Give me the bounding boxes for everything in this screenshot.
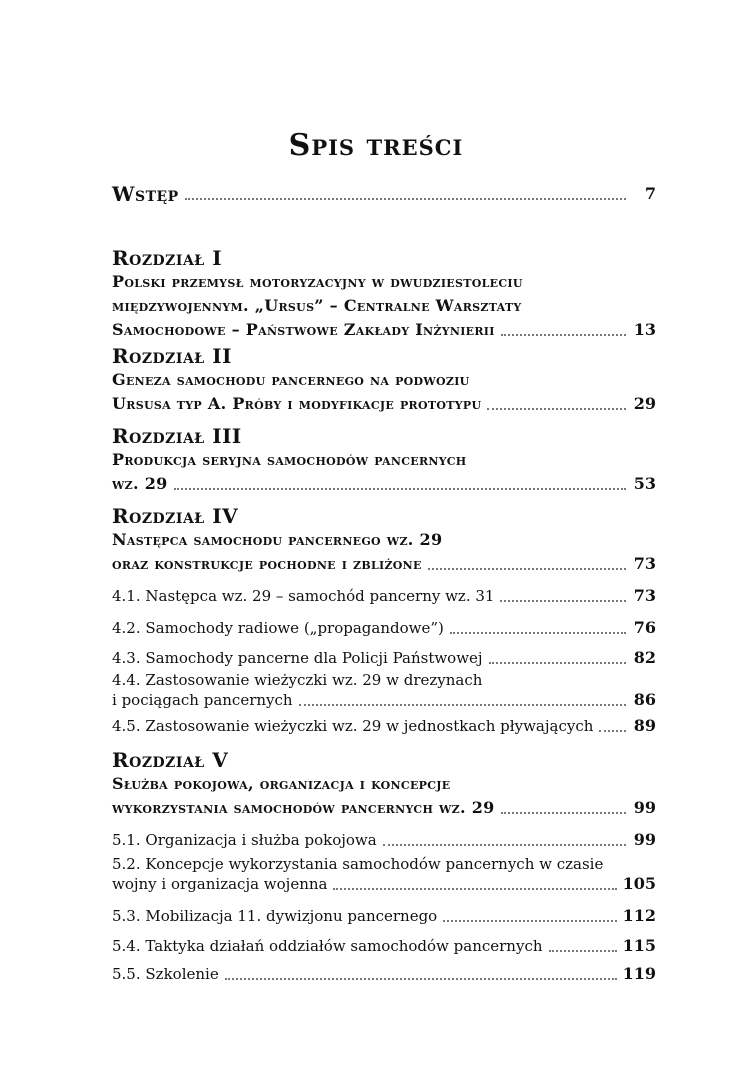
chapter-heading (112, 746, 656, 770)
page-number: 105 (622, 874, 656, 893)
page-number: 119 (622, 964, 656, 983)
toc-entry-section[interactable] (112, 644, 656, 668)
toc-line (112, 852, 656, 874)
toc-line (112, 292, 656, 316)
toc-entry-chapter-5[interactable] (112, 794, 656, 818)
page-number: 99 (633, 830, 656, 849)
intro-label: Wstęp (112, 182, 179, 206)
chapter-heading (112, 502, 656, 526)
page-number: 86 (633, 690, 656, 709)
leader-dots (501, 333, 626, 336)
toc-line (112, 268, 656, 292)
page-number: 29 (633, 394, 656, 413)
chapter-title-line: Samochodowe – Państwowe Zakłady Inżynierii (112, 320, 495, 339)
toc-line (112, 446, 656, 470)
toc-entry-intro[interactable] (112, 180, 656, 204)
leader-dots (489, 661, 626, 664)
leader-dots (185, 197, 626, 200)
page-number: 76 (633, 618, 656, 637)
toc-entry-section[interactable] (112, 902, 656, 926)
leader-dots (333, 887, 616, 890)
leader-dots (443, 919, 616, 922)
toc-entry-chapter-3[interactable] (112, 470, 656, 494)
leader-dots (599, 729, 626, 732)
toc-entry-section[interactable] (112, 582, 656, 606)
section-title: 4.2. Samochody radiowe („propagandowe”) (112, 619, 444, 637)
chapter-title-line: Polski przemysł motoryzacyjny w dwudziestoleciu (112, 272, 523, 291)
toc-entry-chapter-2[interactable] (112, 390, 656, 414)
toc-line (112, 668, 656, 690)
toc-line (112, 770, 656, 794)
chapter-2-heading: Rozdział II (112, 344, 232, 368)
section-title: 5.1. Organizacja i służba pokojowa (112, 831, 377, 849)
chapter-title-line: wz. 29 (112, 474, 168, 493)
chapter-title-line: Ursusa typ A. Próby i modyfikacje prototypu (112, 394, 482, 413)
section-title: 4.5. Zastosowanie wieżyczki wz. 29 w jednostkach pływających (112, 717, 594, 735)
chapter-title-line: Następca samochodu pancernego wz. 29 (112, 530, 443, 549)
chapter-heading (112, 342, 656, 366)
toc-entry-chapter-1[interactable] (112, 316, 656, 340)
section-title: i pociągach pancernych (112, 691, 293, 709)
toc-entry-section[interactable] (112, 872, 656, 894)
leader-dots (500, 599, 626, 602)
leader-dots (383, 843, 626, 846)
page-number: 112 (622, 906, 656, 925)
chapter-heading (112, 422, 656, 446)
toc-line (112, 366, 656, 390)
section-title: 5.3. Mobilizacja 11. dywizjonu pancernego (112, 907, 438, 925)
section-title: 4.3. Samochody pancerne dla Policji Państwowej (112, 649, 483, 667)
chapter-title-line: wykorzystania samochodów pancernych wz. 29 (112, 798, 495, 817)
toc-entry-section[interactable] (112, 960, 656, 984)
chapter-3-heading: Rozdział III (112, 424, 242, 448)
toc-entry-section[interactable] (112, 688, 656, 710)
section-title: 5.2. Koncepcje wykorzystania samochodów pancernych w czasie (112, 855, 604, 873)
leader-dots (501, 811, 626, 814)
chapter-title-line: Służba pokojowa, organizacja i koncepcje (112, 774, 451, 793)
toc-entry-section[interactable] (112, 712, 656, 736)
chapter-5-heading: Rozdział V (112, 748, 229, 772)
section-title: wojny i organizacja wojenna (112, 875, 328, 893)
section-title: 4.4. Zastosowanie wieżyczki wz. 29 w drezynach (112, 671, 483, 689)
page-number: 53 (633, 474, 656, 493)
leader-dots (487, 407, 626, 410)
chapter-title-line: Produkcja seryjna samochodów pancernych (112, 450, 467, 469)
leader-dots (299, 703, 626, 706)
leader-dots (225, 977, 617, 980)
toc-entry-section[interactable] (112, 826, 656, 850)
page-number: 89 (633, 716, 656, 735)
section-title: 4.1. Następca wz. 29 – samochód pancerny wz. 31 (112, 587, 495, 605)
page-number: 13 (633, 320, 656, 339)
toc-entry-chapter-4[interactable] (112, 550, 656, 574)
page-number: 73 (633, 554, 656, 573)
page-number: 99 (633, 798, 656, 817)
page-number: 115 (622, 936, 656, 955)
leader-dots (428, 567, 626, 570)
leader-dots (549, 949, 617, 952)
toc-entry-section[interactable] (112, 932, 656, 956)
chapter-4-heading: Rozdział IV (112, 504, 239, 528)
page-title: Spis treści (288, 128, 464, 163)
toc-line (112, 526, 656, 550)
chapter-title-line: Geneza samochodu pancernego na podwoziu (112, 370, 470, 389)
section-title: 5.4. Taktyka działań oddziałów samochodów pancernych (112, 937, 543, 955)
page-number: 73 (633, 586, 656, 605)
leader-dots (174, 487, 626, 490)
toc-entry-section[interactable] (112, 614, 656, 638)
section-title: 5.5. Szkolenie (112, 965, 219, 983)
leader-dots (450, 631, 626, 634)
chapter-title-line: oraz konstrukcje pochodne i zbliżone (112, 554, 422, 573)
chapter-heading (112, 244, 656, 268)
chapter-1-heading: Rozdział I (112, 246, 223, 270)
page-number: 7 (644, 184, 656, 203)
chapter-title-line: międzywojennym. „Ursus” – Centralne Warsztaty (112, 296, 522, 315)
page-number: 82 (633, 648, 656, 667)
